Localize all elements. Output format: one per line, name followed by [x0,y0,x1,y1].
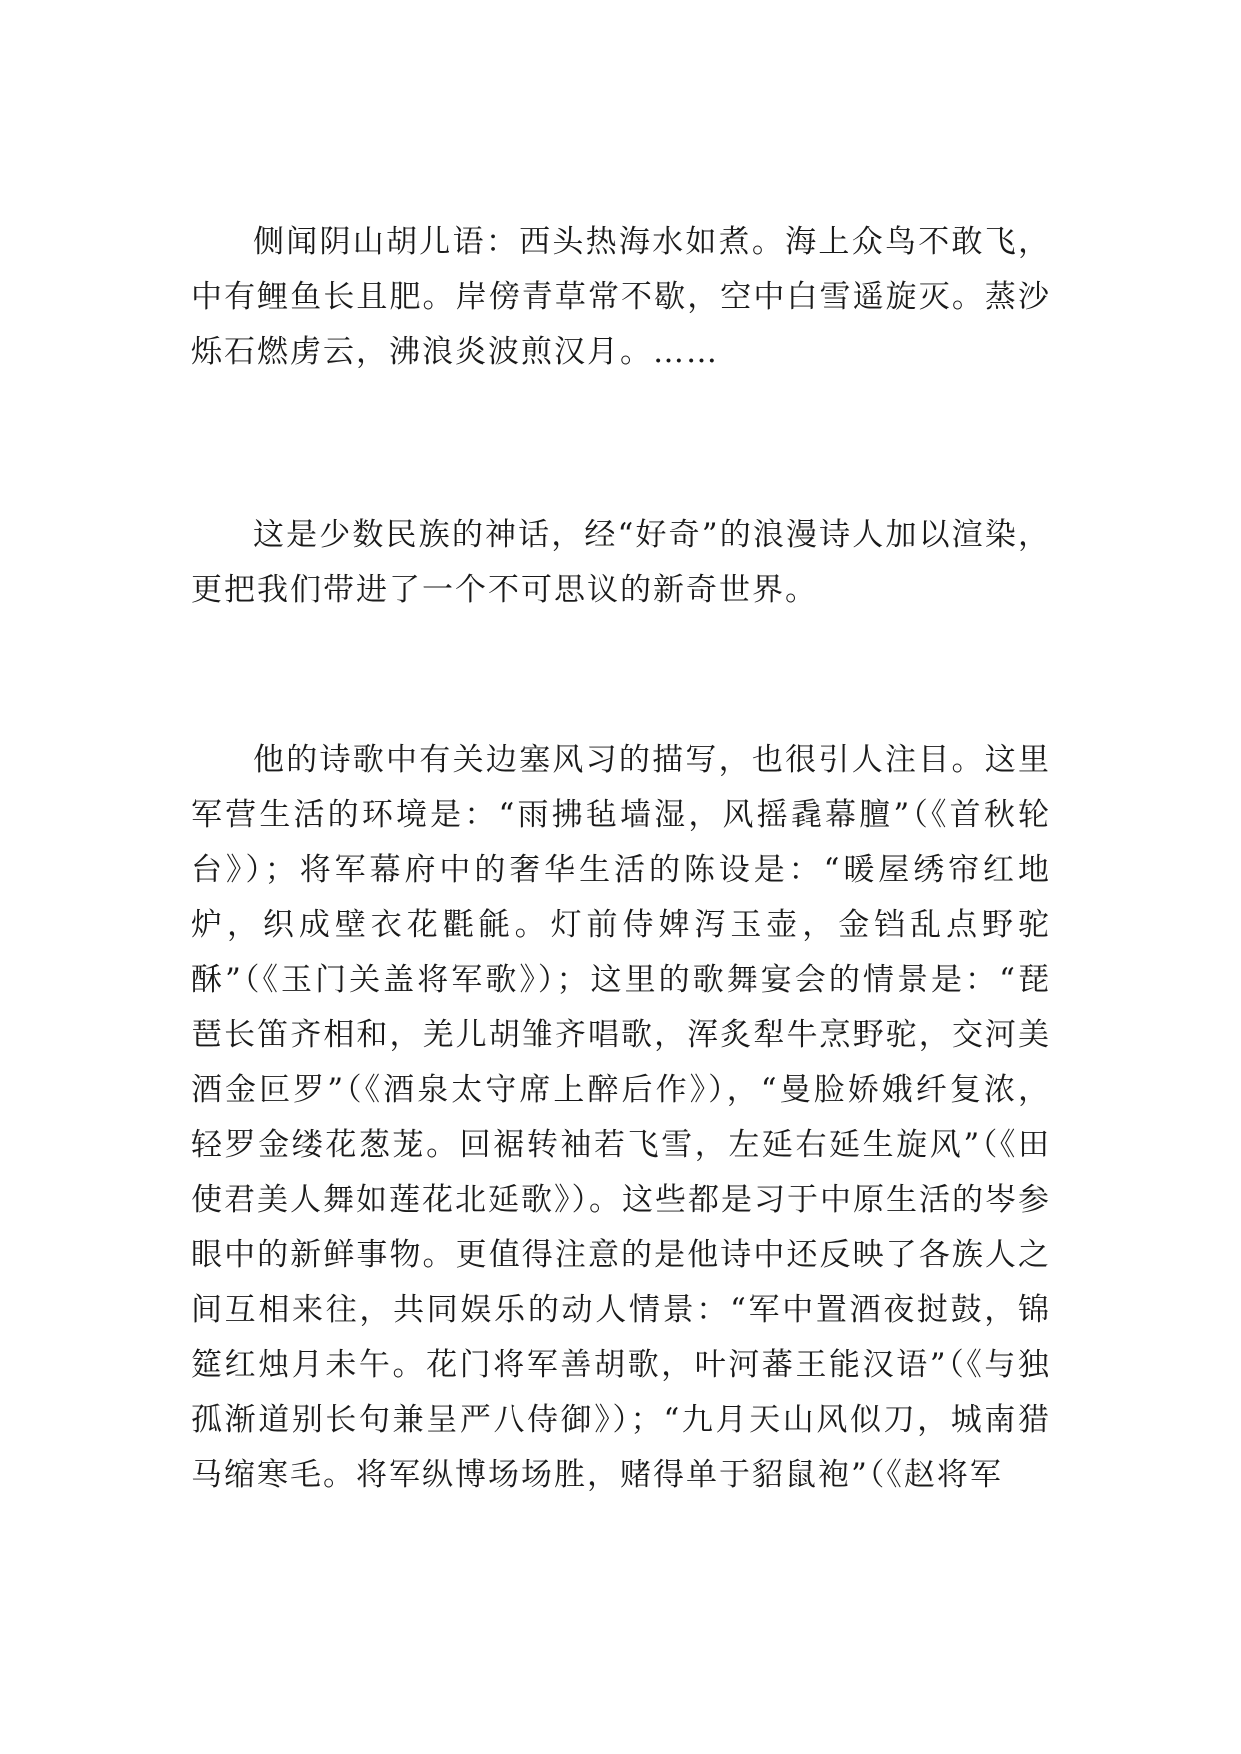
paragraph-poem-excerpt: 侧闻阴山胡儿语：西头热海水如煮。海上众鸟不敢飞，中有鲤鱼长且肥。岸傍青草常不歇，空中白雪遥旋灭。蒸沙烁石燃虏云，沸浪炎波煎汉月。…… [191,224,1051,370]
paragraph-commentary: 这是少数民族的神话，经“好奇”的浪漫诗人加以渲染，更把我们带进了一个不可思议的新奇世界。 [191,517,1051,608]
paragraph-frontier-customs: 他的诗歌中有关边塞风习的描写，也很引人注目。这里军营生活的环境是：“雨拂毡墙湿，风摇毳幕膻”（《首秋轮台》）；将军幕府中的奢华生活的陈设是：“暖屋绣帘红地炉，织成壁衣花氍毹。灯前侍婢泻玉壶，金铛乱点野驼酥”（《玉门关盖将军歌》）；这里的歌舞宴会的情景是：“琵琶长笛齐相和，羌儿胡雏齐唱歌，浑炙犁牛烹野驼，交河美酒金叵罗”（《酒泉太守席上醉后作》），“曼脸娇娥纤复浓，轻罗金缕花葱茏。回裾转袖若飞雪，左延右延生旋风”（《田使君美人舞如莲花北延歌》）。这些都是习于中原生活的岑参眼中的新鲜事物。更值得注意的是他诗中还反映了各族人之间互相来往，共同娱乐的动人情景：“军中置酒夜挝鼓，锦筵红烛月未午。花门将军善胡歌，叶河蕃王能汉语”（《与独孤渐道别长句兼呈严八侍御》）；“九月天山风似刀，城南猎马缩寒毛。将军纵博场场胜，赌得单于貂鼠袍”（《赵将军 [191,742,1051,1493]
